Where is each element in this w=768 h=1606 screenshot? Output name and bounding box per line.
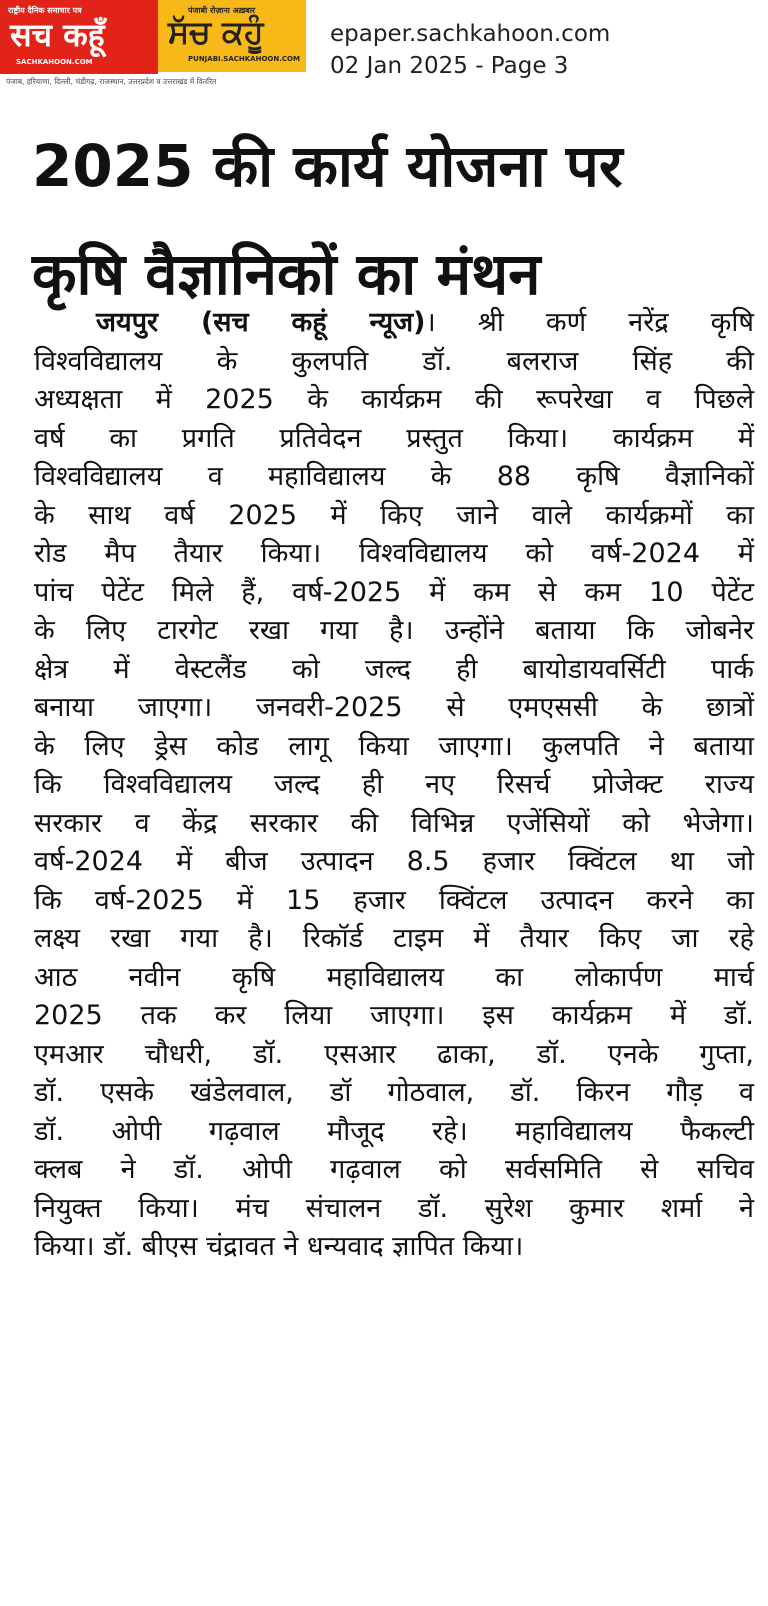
article-line: क्लब ने डॉ. ओपी गढ़वाल को सर्वसमिति से सचिव — [34, 1154, 754, 1185]
article-line: नियुक्त किया। मंच संचालन डॉ. सुरेश कुमार शर्मा ने — [34, 1192, 754, 1224]
article-line: क्षेत्र में वेस्टलैंड को जल्द ही बायोडायवर्सिटी पार्क — [34, 653, 754, 685]
article-line: के लिए ड्रेस कोड लागू किया जाएगा। कुलपति ने बताया — [34, 730, 754, 762]
punjabi-sach-kahoon-logo[interactable] — [158, 0, 306, 72]
article-line: किया। डॉ. बीएस चंद्रावत ने धन्यवाद ज्ञापित किया। — [34, 1231, 524, 1262]
dateline: जयपुर (सच कहूं न्यूज) — [96, 307, 426, 338]
logo-site: PUNJABI.SACHKAHOON.COM — [188, 55, 300, 63]
article-line: लक्ष्य रखा गया है। रिकॉर्ड टाइम में तैयार किए जा रहे — [34, 923, 754, 954]
article-line: वर्ष का प्रगति प्रतिवेदन प्रस्तुत किया। कार्यक्रम में — [34, 422, 754, 454]
logo-site: SACHKAHOON.COM — [16, 58, 93, 66]
article-body — [34, 304, 754, 1267]
logo-tagline: राष्ट्रीय दैनिक समाचार पत्र — [8, 6, 82, 15]
article-line: विश्वविद्यालय व महाविद्यालय के 88 कृषि वैज्ञानिकों — [34, 461, 754, 492]
article-line: एमआर चौधरी, डॉ. एसआर ढाका, डॉ. एनके गुप्ता, — [34, 1038, 754, 1070]
article-line: कि वर्ष-2025 में 15 हजार क्विंटल उत्पादन करने का — [34, 884, 754, 916]
article-line — [34, 304, 754, 343]
epaper-url[interactable]: epaper.sachkahoon.com — [330, 21, 611, 47]
article-line: डॉ. एसके खंडेलवाल, डॉ गोठवाल, डॉ. किरन गौड़ व — [34, 1077, 754, 1108]
date-page: 02 Jan 2025 - Page 3 — [330, 53, 569, 79]
article-line: आठ नवीन कृषि महाविद्यालय का लोकार्पण मार्च — [34, 961, 754, 993]
logo-name: ਸੱਚ ਕਹੂੰ — [168, 13, 264, 51]
article-line: सरकार व केंद्र सरकार की विभिन्न एजेंसियों को भेजेगा। — [34, 807, 754, 839]
article-line: पांच पेटेंट मिले हैं, वर्ष-2025 में कम से कम 10 पेटेंट — [34, 576, 754, 608]
article-line: कि विश्वविद्यालय जल्द ही नए रिसर्च प्रोजेक्ट राज्य — [34, 769, 754, 800]
headline-line: 2025 की कार्य योजना पर — [32, 132, 623, 200]
headline — [32, 112, 752, 328]
article-line: रोड मैप तैयार किया। विश्वविद्यालय को वर्ष-2024 में — [34, 538, 754, 569]
article-line: अध्यक्षता में 2025 के कार्यक्रम की रूपरेखा व पिछले — [34, 384, 754, 415]
article-line: 2025 तक कर लिया जाएगा। इस कार्यक्रम में डॉ. — [34, 1000, 754, 1031]
article-line: के साथ वर्ष 2025 में किए जाने वाले कार्यक्रमों का — [34, 499, 754, 531]
epaper-info — [330, 18, 610, 82]
article-line: डॉ. ओपी गढ़वाल मौजूद रहे। महाविद्यालय फैकल्टी — [34, 1115, 754, 1147]
logo-name: सच कहूँ — [10, 16, 105, 54]
distribution-states: पंजाब, हरियाणा, दिल्ली, चंडीगढ़, राजस्थान, उत्तरप्रदेश व उत्तराखंड में वितरित — [0, 74, 306, 90]
article-line: के लिए टारगेट रखा गया है। उन्होंने बताया कि जोबनेर — [34, 615, 754, 646]
logo-tagline: पंजाबी रोज़ाना अख़बार — [188, 6, 256, 15]
article-line: वर्ष-2024 में बीज उत्पादन 8.5 हजार क्विंटल था जो — [34, 846, 754, 877]
article-line: विश्वविद्यालय के कुलपति डॉ. बलराज सिंह की — [34, 345, 754, 377]
headline-line: कृषि वैज्ञानिकों का मंथन — [32, 240, 541, 308]
masthead — [0, 0, 768, 100]
article-line-text: । श्री कर्ण नरेंद्र कृषि — [425, 307, 754, 338]
article-line: बनाया जाएगा। जनवरी-2025 से एमएससी के छात्रों — [34, 692, 754, 723]
